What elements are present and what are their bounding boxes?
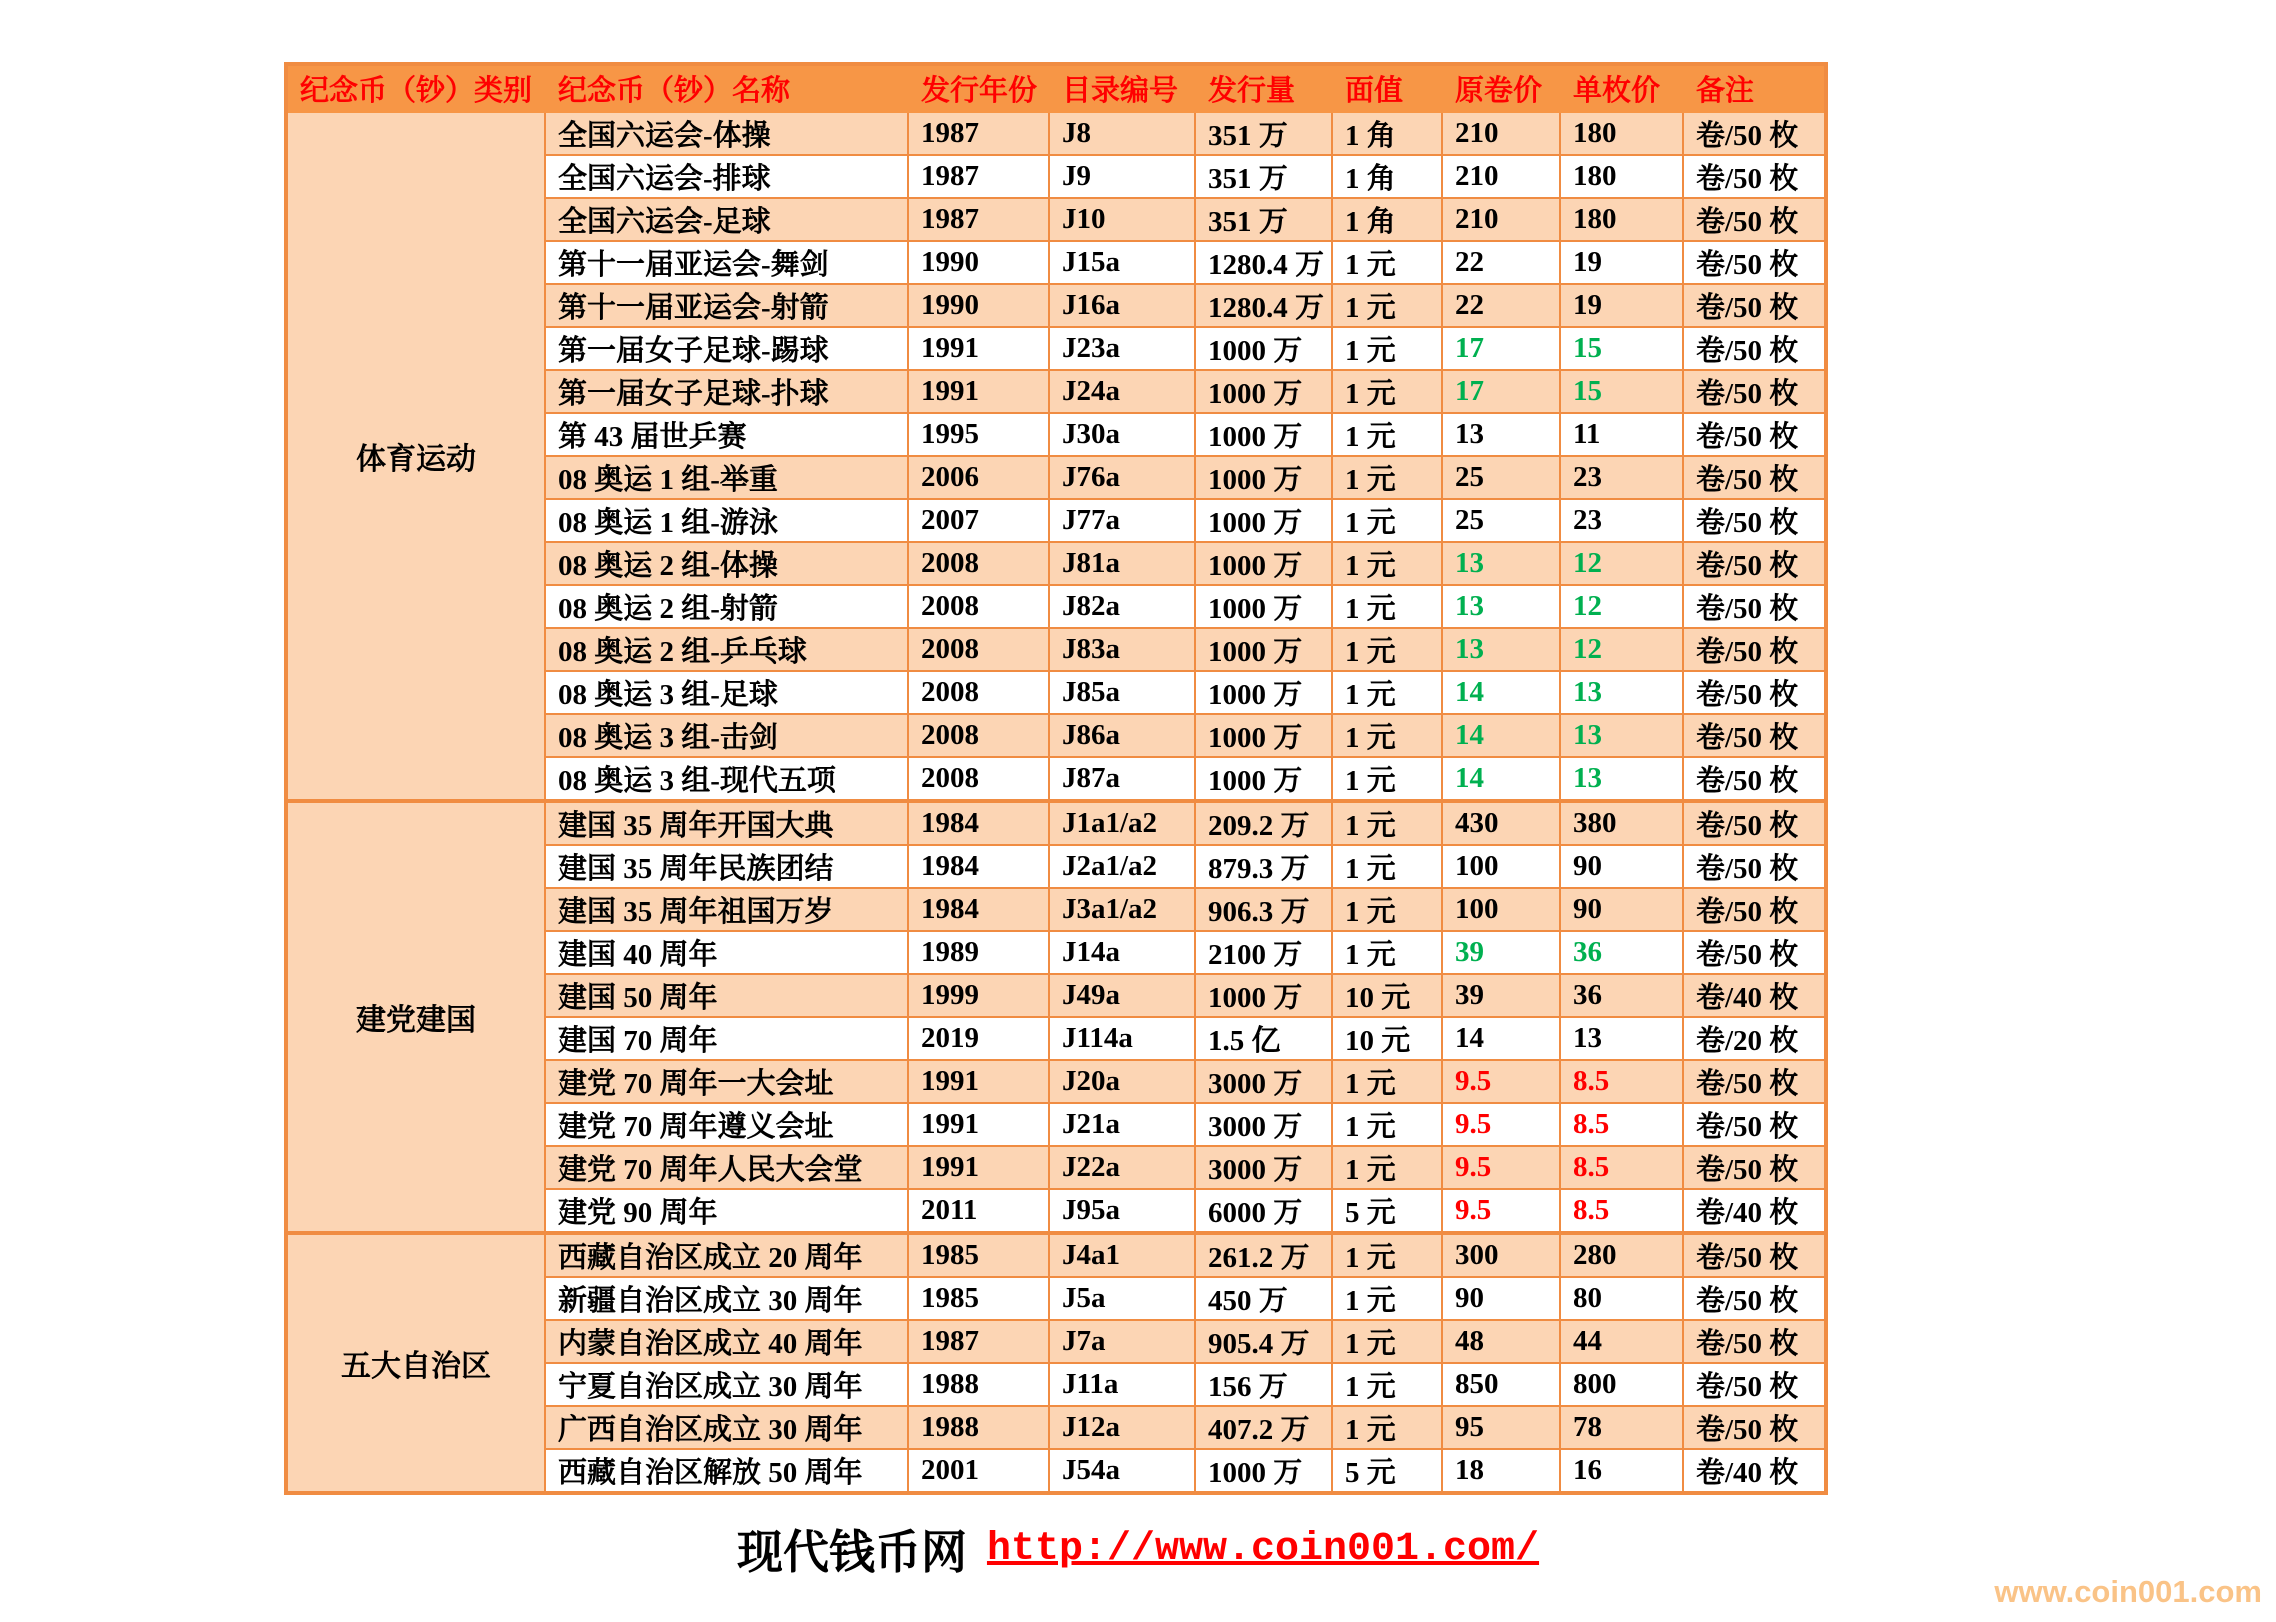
cell-year: 1991 [908,1060,1049,1103]
cell-roll-price: 39 [1442,931,1560,974]
cell-unit-price: 78 [1560,1406,1683,1449]
coin-price-table [284,62,1828,1495]
cell-year: 2001 [908,1449,1049,1493]
cell-catalog: J5a [1049,1277,1195,1320]
cell-unit-price: 13 [1560,714,1683,757]
cell-year: 2008 [908,757,1049,801]
cell-face: 1 元 [1332,327,1442,370]
cell-catalog: J3a1/a2 [1049,888,1195,931]
cell-face: 1 元 [1332,284,1442,327]
watermark: www.coin001.com [1994,1574,2262,1609]
cell-quantity: 156 万 [1195,1363,1332,1406]
cell-roll-price: 210 [1442,155,1560,198]
cell-remark: 卷/50 枚 [1683,671,1826,714]
cell-catalog: J12a [1049,1406,1195,1449]
cell-roll-price: 14 [1442,1017,1560,1060]
cell-quantity: 1000 万 [1195,714,1332,757]
cell-year: 1989 [908,931,1049,974]
cell-name: 全国六运会-排球 [545,155,908,198]
cell-roll-price: 13 [1442,413,1560,456]
cell-year: 2019 [908,1017,1049,1060]
cell-catalog: J49a [1049,974,1195,1017]
cell-roll-price: 18 [1442,1449,1560,1493]
cell-quantity: 1000 万 [1195,499,1332,542]
cell-face: 10 元 [1332,1017,1442,1060]
cell-quantity: 906.3 万 [1195,888,1332,931]
cell-year: 2008 [908,714,1049,757]
cell-remark: 卷/40 枚 [1683,974,1826,1017]
cell-face: 1 角 [1332,198,1442,241]
cell-face: 1 元 [1332,456,1442,499]
cell-unit-price: 180 [1560,198,1683,241]
cell-roll-price: 430 [1442,801,1560,845]
cell-remark: 卷/50 枚 [1683,931,1826,974]
cell-roll-price: 48 [1442,1320,1560,1363]
cell-roll-price: 850 [1442,1363,1560,1406]
cell-year: 2008 [908,585,1049,628]
cell-year: 1991 [908,1146,1049,1189]
cell-catalog: J82a [1049,585,1195,628]
cell-unit-price: 12 [1560,585,1683,628]
cell-face: 1 元 [1332,1146,1442,1189]
cell-unit-price: 12 [1560,628,1683,671]
cell-catalog: J23a [1049,327,1195,370]
cell-face: 1 元 [1332,413,1442,456]
cell-name: 第十一届亚运会-舞剑 [545,241,908,284]
cell-remark: 卷/50 枚 [1683,112,1826,155]
cell-face: 1 元 [1332,499,1442,542]
cell-face: 1 元 [1332,628,1442,671]
header-row [286,64,1826,112]
table-row [286,112,1826,155]
cell-remark: 卷/50 枚 [1683,155,1826,198]
cell-roll-price: 14 [1442,714,1560,757]
cell-quantity: 1280.4 万 [1195,284,1332,327]
table-row [286,1233,1826,1277]
cell-roll-price: 210 [1442,112,1560,155]
cell-face: 1 元 [1332,1060,1442,1103]
cell-unit-price: 280 [1560,1233,1683,1277]
cell-face: 1 角 [1332,155,1442,198]
col-header-quantity: 发行量 [1195,64,1332,112]
cell-unit-price: 90 [1560,888,1683,931]
cell-year: 1988 [908,1363,1049,1406]
cell-quantity: 209.2 万 [1195,801,1332,845]
cell-unit-price: 8.5 [1560,1103,1683,1146]
cell-quantity: 3000 万 [1195,1103,1332,1146]
cell-year: 2007 [908,499,1049,542]
cell-face: 1 角 [1332,112,1442,155]
cell-catalog: J30a [1049,413,1195,456]
col-header-year: 发行年份 [908,64,1049,112]
cell-face: 1 元 [1332,241,1442,284]
cell-name: 08 奥运 3 组-现代五项 [545,757,908,801]
cell-name: 全国六运会-足球 [545,198,908,241]
cell-roll-price: 300 [1442,1233,1560,1277]
cell-quantity: 1000 万 [1195,327,1332,370]
cell-face: 1 元 [1332,931,1442,974]
cell-name: 建国 35 周年祖国万岁 [545,888,908,931]
cell-catalog: J81a [1049,542,1195,585]
cell-remark: 卷/50 枚 [1683,757,1826,801]
cell-catalog: J22a [1049,1146,1195,1189]
category-cell: 建党建国 [286,801,545,1233]
cell-catalog: J86a [1049,714,1195,757]
cell-name: 全国六运会-体操 [545,112,908,155]
cell-year: 2008 [908,542,1049,585]
cell-name: 08 奥运 1 组-游泳 [545,499,908,542]
cell-remark: 卷/50 枚 [1683,456,1826,499]
cell-remark: 卷/50 枚 [1683,198,1826,241]
cell-catalog: J83a [1049,628,1195,671]
cell-quantity: 1000 万 [1195,1449,1332,1493]
cell-quantity: 351 万 [1195,155,1332,198]
cell-name: 建国 35 周年民族团结 [545,845,908,888]
category-cell: 五大自治区 [286,1233,545,1493]
cell-catalog: J24a [1049,370,1195,413]
cell-roll-price: 9.5 [1442,1189,1560,1233]
cell-remark: 卷/50 枚 [1683,1406,1826,1449]
cell-remark: 卷/50 枚 [1683,845,1826,888]
cell-remark: 卷/50 枚 [1683,499,1826,542]
cell-face: 1 元 [1332,714,1442,757]
cell-year: 2011 [908,1189,1049,1233]
cell-roll-price: 17 [1442,370,1560,413]
cell-face: 1 元 [1332,1233,1442,1277]
cell-unit-price: 36 [1560,974,1683,1017]
cell-unit-price: 180 [1560,112,1683,155]
cell-remark: 卷/50 枚 [1683,1060,1826,1103]
cell-unit-price: 13 [1560,671,1683,714]
cell-roll-price: 13 [1442,628,1560,671]
cell-quantity: 1000 万 [1195,456,1332,499]
cell-quantity: 1000 万 [1195,974,1332,1017]
cell-name: 08 奥运 3 组-足球 [545,671,908,714]
cell-face: 1 元 [1332,757,1442,801]
col-header-face-value: 面值 [1332,64,1442,112]
cell-face: 1 元 [1332,1406,1442,1449]
cell-catalog: J11a [1049,1363,1195,1406]
cell-unit-price: 13 [1560,757,1683,801]
cell-roll-price: 100 [1442,888,1560,931]
cell-roll-price: 22 [1442,284,1560,327]
col-header-unit-price: 单枚价 [1560,64,1683,112]
cell-catalog: J76a [1049,456,1195,499]
cell-catalog: J87a [1049,757,1195,801]
cell-quantity: 1000 万 [1195,585,1332,628]
cell-face: 1 元 [1332,1103,1442,1146]
cell-unit-price: 800 [1560,1363,1683,1406]
col-header-name: 纪念币（钞）名称 [545,64,908,112]
cell-catalog: J77a [1049,499,1195,542]
cell-unit-price: 44 [1560,1320,1683,1363]
cell-name: 第一届女子足球-踢球 [545,327,908,370]
cell-quantity: 3000 万 [1195,1060,1332,1103]
cell-roll-price: 25 [1442,499,1560,542]
cell-quantity: 1000 万 [1195,370,1332,413]
cell-catalog: J9 [1049,155,1195,198]
cell-remark: 卷/50 枚 [1683,801,1826,845]
cell-name: 建党 70 周年一大会址 [545,1060,908,1103]
cell-unit-price: 90 [1560,845,1683,888]
cell-remark: 卷/20 枚 [1683,1017,1826,1060]
cell-name: 建国 40 周年 [545,931,908,974]
cell-year: 1985 [908,1277,1049,1320]
cell-face: 10 元 [1332,974,1442,1017]
cell-year: 1987 [908,112,1049,155]
cell-unit-price: 11 [1560,413,1683,456]
cell-unit-price: 80 [1560,1277,1683,1320]
cell-year: 1984 [908,888,1049,931]
cell-unit-price: 15 [1560,370,1683,413]
cell-remark: 卷/50 枚 [1683,1320,1826,1363]
cell-year: 1990 [908,284,1049,327]
cell-name: 建国 35 周年开国大典 [545,801,908,845]
cell-face: 5 元 [1332,1449,1442,1493]
cell-year: 1991 [908,1103,1049,1146]
cell-face: 1 元 [1332,845,1442,888]
cell-face: 1 元 [1332,801,1442,845]
cell-face: 1 元 [1332,370,1442,413]
cell-remark: 卷/50 枚 [1683,542,1826,585]
cell-quantity: 6000 万 [1195,1189,1332,1233]
cell-quantity: 351 万 [1195,198,1332,241]
cell-remark: 卷/50 枚 [1683,241,1826,284]
cell-year: 1985 [908,1233,1049,1277]
cell-catalog: J8 [1049,112,1195,155]
cell-catalog: J54a [1049,1449,1195,1493]
cell-roll-price: 22 [1442,241,1560,284]
cell-unit-price: 12 [1560,542,1683,585]
cell-quantity: 905.4 万 [1195,1320,1332,1363]
cell-quantity: 1000 万 [1195,542,1332,585]
cell-catalog: J20a [1049,1060,1195,1103]
cell-unit-price: 380 [1560,801,1683,845]
cell-name: 08 奥运 3 组-击剑 [545,714,908,757]
cell-quantity: 3000 万 [1195,1146,1332,1189]
cell-year: 1991 [908,370,1049,413]
cell-year: 2006 [908,456,1049,499]
cell-quantity: 879.3 万 [1195,845,1332,888]
cell-remark: 卷/50 枚 [1683,628,1826,671]
cell-unit-price: 16 [1560,1449,1683,1493]
cell-remark: 卷/50 枚 [1683,327,1826,370]
category-cell: 体育运动 [286,112,545,801]
cell-name: 建党 70 周年遵义会址 [545,1103,908,1146]
cell-remark: 卷/50 枚 [1683,1363,1826,1406]
cell-quantity: 351 万 [1195,112,1332,155]
cell-remark: 卷/50 枚 [1683,1277,1826,1320]
cell-catalog: J7a [1049,1320,1195,1363]
cell-year: 1991 [908,327,1049,370]
cell-remark: 卷/40 枚 [1683,1449,1826,1493]
cell-face: 5 元 [1332,1189,1442,1233]
cell-face: 1 元 [1332,585,1442,628]
cell-roll-price: 90 [1442,1277,1560,1320]
cell-roll-price: 9.5 [1442,1060,1560,1103]
cell-roll-price: 9.5 [1442,1146,1560,1189]
cell-catalog: J2a1/a2 [1049,845,1195,888]
cell-quantity: 1000 万 [1195,413,1332,456]
cell-year: 1987 [908,1320,1049,1363]
cell-unit-price: 23 [1560,499,1683,542]
cell-roll-price: 210 [1442,198,1560,241]
cell-year: 2008 [908,628,1049,671]
cell-unit-price: 13 [1560,1017,1683,1060]
cell-unit-price: 15 [1560,327,1683,370]
cell-remark: 卷/50 枚 [1683,284,1826,327]
cell-unit-price: 23 [1560,456,1683,499]
cell-quantity: 1.5 亿 [1195,1017,1332,1060]
cell-year: 1987 [908,198,1049,241]
cell-unit-price: 8.5 [1560,1189,1683,1233]
cell-remark: 卷/50 枚 [1683,888,1826,931]
cell-roll-price: 14 [1442,757,1560,801]
cell-quantity: 261.2 万 [1195,1233,1332,1277]
cell-remark: 卷/50 枚 [1683,413,1826,456]
cell-name: 建国 50 周年 [545,974,908,1017]
cell-face: 1 元 [1332,1363,1442,1406]
site-name: 现代钱币网 [736,1527,967,1578]
cell-quantity: 1000 万 [1195,671,1332,714]
cell-quantity: 1000 万 [1195,628,1332,671]
col-header-remark: 备注 [1683,64,1826,112]
cell-catalog: J85a [1049,671,1195,714]
cell-roll-price: 13 [1442,585,1560,628]
cell-face: 1 元 [1332,888,1442,931]
cell-year: 1988 [908,1406,1049,1449]
cell-roll-price: 25 [1442,456,1560,499]
cell-quantity: 1000 万 [1195,757,1332,801]
cell-name: 西藏自治区解放 50 周年 [545,1449,908,1493]
cell-remark: 卷/50 枚 [1683,1103,1826,1146]
cell-name: 广西自治区成立 30 周年 [545,1406,908,1449]
cell-year: 1984 [908,801,1049,845]
coin001-link[interactable]: http://www.coin001.com/ [986,1526,1540,1572]
cell-roll-price: 9.5 [1442,1103,1560,1146]
cell-roll-price: 17 [1442,327,1560,370]
cell-catalog: J10 [1049,198,1195,241]
cell-catalog: J21a [1049,1103,1195,1146]
cell-unit-price: 19 [1560,284,1683,327]
cell-name: 建党 90 周年 [545,1189,908,1233]
cell-year: 1999 [908,974,1049,1017]
cell-roll-price: 39 [1442,974,1560,1017]
cell-unit-price: 8.5 [1560,1060,1683,1103]
col-header-catalog: 目录编号 [1049,64,1195,112]
cell-unit-price: 8.5 [1560,1146,1683,1189]
cell-roll-price: 13 [1442,542,1560,585]
cell-catalog: J15a [1049,241,1195,284]
cell-catalog: J16a [1049,284,1195,327]
cell-remark: 卷/50 枚 [1683,370,1826,413]
cell-name: 08 奥运 2 组-射箭 [545,585,908,628]
cell-catalog: J95a [1049,1189,1195,1233]
cell-roll-price: 100 [1442,845,1560,888]
cell-name: 第 43 届世乒赛 [545,413,908,456]
cell-quantity: 1280.4 万 [1195,241,1332,284]
cell-unit-price: 180 [1560,155,1683,198]
cell-unit-price: 36 [1560,931,1683,974]
table-row [286,801,1826,845]
cell-name: 08 奥运 2 组-体操 [545,542,908,585]
cell-remark: 卷/50 枚 [1683,714,1826,757]
footer [0,1516,2276,1582]
cell-name: 建党 70 周年人民大会堂 [545,1146,908,1189]
cell-catalog: J14a [1049,931,1195,974]
cell-catalog: J1a1/a2 [1049,801,1195,845]
cell-name: 内蒙自治区成立 40 周年 [545,1320,908,1363]
cell-quantity: 407.2 万 [1195,1406,1332,1449]
cell-face: 1 元 [1332,542,1442,585]
cell-face: 1 元 [1332,1320,1442,1363]
cell-name: 第一届女子足球-扑球 [545,370,908,413]
cell-name: 建国 70 周年 [545,1017,908,1060]
cell-year: 1990 [908,241,1049,284]
cell-year: 1995 [908,413,1049,456]
cell-remark: 卷/40 枚 [1683,1189,1826,1233]
cell-face: 1 元 [1332,671,1442,714]
cell-name: 第十一届亚运会-射箭 [545,284,908,327]
cell-remark: 卷/50 枚 [1683,1146,1826,1189]
cell-unit-price: 19 [1560,241,1683,284]
cell-name: 08 奥运 1 组-举重 [545,456,908,499]
col-header-category: 纪念币（钞）类别 [286,64,545,112]
cell-name: 08 奥运 2 组-乒乓球 [545,628,908,671]
cell-quantity: 450 万 [1195,1277,1332,1320]
cell-name: 宁夏自治区成立 30 周年 [545,1363,908,1406]
cell-face: 1 元 [1332,1277,1442,1320]
cell-catalog: J4a1 [1049,1233,1195,1277]
cell-name: 新疆自治区成立 30 周年 [545,1277,908,1320]
col-header-roll-price: 原卷价 [1442,64,1560,112]
cell-year: 2008 [908,671,1049,714]
cell-remark: 卷/50 枚 [1683,585,1826,628]
cell-remark: 卷/50 枚 [1683,1233,1826,1277]
cell-year: 1984 [908,845,1049,888]
cell-quantity: 2100 万 [1195,931,1332,974]
cell-roll-price: 95 [1442,1406,1560,1449]
cell-catalog: J114a [1049,1017,1195,1060]
cell-name: 西藏自治区成立 20 周年 [545,1233,908,1277]
cell-roll-price: 14 [1442,671,1560,714]
cell-year: 1987 [908,155,1049,198]
